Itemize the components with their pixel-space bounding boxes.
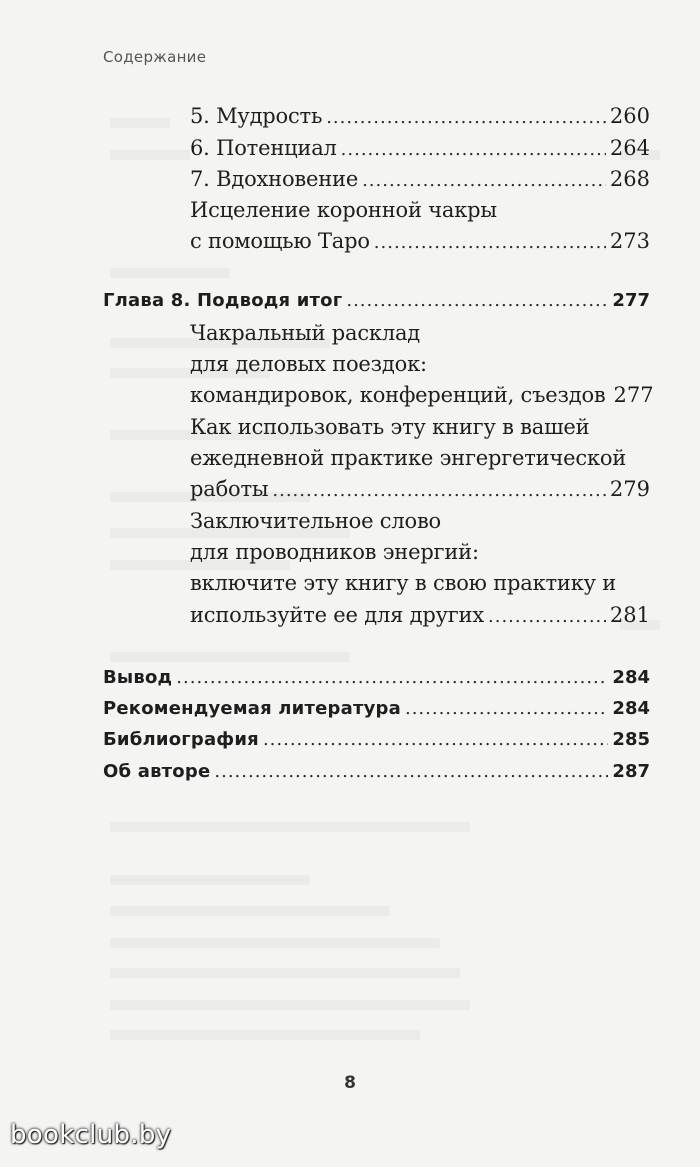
toc-entry-page: 284 xyxy=(612,698,650,719)
toc-entry-title: 5. Мудрость xyxy=(190,104,323,128)
toc-entry xyxy=(190,415,589,447)
toc-entry-title: 6. Потенциал xyxy=(190,136,337,160)
toc-entry-page: 277 xyxy=(613,383,654,407)
toc-entry xyxy=(103,761,650,793)
dot-leader xyxy=(362,170,606,191)
toc-entry xyxy=(190,446,626,478)
toc-entry-page: 264 xyxy=(609,136,650,160)
toc-entry-title: включите эту книгу в свою практику и xyxy=(190,571,617,595)
toc-entry xyxy=(190,321,420,353)
toc-entry xyxy=(190,540,479,572)
page-number: 8 xyxy=(344,1073,356,1093)
toc-entry-title: Библиография xyxy=(103,729,259,750)
toc-entry-page: 285 xyxy=(612,729,650,750)
toc-entry-page: 277 xyxy=(612,290,650,311)
toc-entry xyxy=(190,229,650,261)
toc-entry-title: ежедневной практике энгергетической xyxy=(190,446,627,470)
toc-entry xyxy=(190,477,650,509)
dot-leader xyxy=(488,606,606,627)
dot-leader xyxy=(405,698,608,719)
toc-entry-title: Рекомендуемая литература xyxy=(103,698,401,719)
toc-entry-title: Вывод xyxy=(103,667,173,688)
toc-entry-title: Чакральный расклад xyxy=(190,321,421,345)
toc-entry-title: с помощью Таро xyxy=(190,229,370,253)
toc-entry xyxy=(190,104,650,136)
dot-leader xyxy=(214,761,608,782)
toc-entry-title: для деловых поездок: xyxy=(190,352,427,376)
toc-entry xyxy=(103,729,650,761)
toc-entry-page: 287 xyxy=(612,761,650,782)
toc-entry xyxy=(190,198,497,230)
dot-leader xyxy=(346,290,608,311)
toc-entry xyxy=(190,383,654,415)
toc-entry-page: 279 xyxy=(609,477,650,501)
toc-entry-title: используйте ее для других xyxy=(190,603,484,627)
toc-entry xyxy=(103,698,650,730)
toc-entry xyxy=(190,571,616,603)
toc-entry-page: 260 xyxy=(609,104,650,128)
toc-entry-title: Как использовать эту книгу в вашей xyxy=(190,415,590,439)
dot-leader xyxy=(374,232,606,253)
toc-entry-page: 281 xyxy=(609,603,650,627)
toc-entry-title: командировок, конференций, съездов xyxy=(190,383,606,407)
toc-entry-title: для проводников энергий: xyxy=(190,540,479,564)
toc-entry-page: 273 xyxy=(609,229,650,253)
toc-entry xyxy=(103,290,650,322)
toc-entry xyxy=(190,167,650,199)
dot-leader xyxy=(263,729,608,750)
toc-entry xyxy=(190,352,427,384)
toc-entry-title: Заключительное слово xyxy=(190,509,442,533)
dot-leader xyxy=(176,667,608,688)
toc-entry xyxy=(190,136,650,168)
watermark: bookclub.by xyxy=(10,1120,172,1150)
toc-entry-title: Исцеление коронной чакры xyxy=(190,198,497,222)
toc-entry xyxy=(190,603,650,635)
toc-entry-page: 268 xyxy=(609,167,650,191)
toc-entry-title: работы xyxy=(190,477,269,501)
toc-entry-title: Об авторе xyxy=(103,761,211,782)
dot-leader xyxy=(341,139,606,160)
dot-leader xyxy=(326,107,606,128)
dot-leader xyxy=(272,480,606,501)
toc-entry-page: 284 xyxy=(612,667,650,688)
toc-entry xyxy=(190,509,441,541)
running-head: Содержание xyxy=(103,48,207,66)
toc-entry xyxy=(103,667,650,699)
toc-entry-title: Глава 8. Подводя итог xyxy=(103,290,343,311)
toc-entry-title: 7. Вдохновение xyxy=(190,167,359,191)
